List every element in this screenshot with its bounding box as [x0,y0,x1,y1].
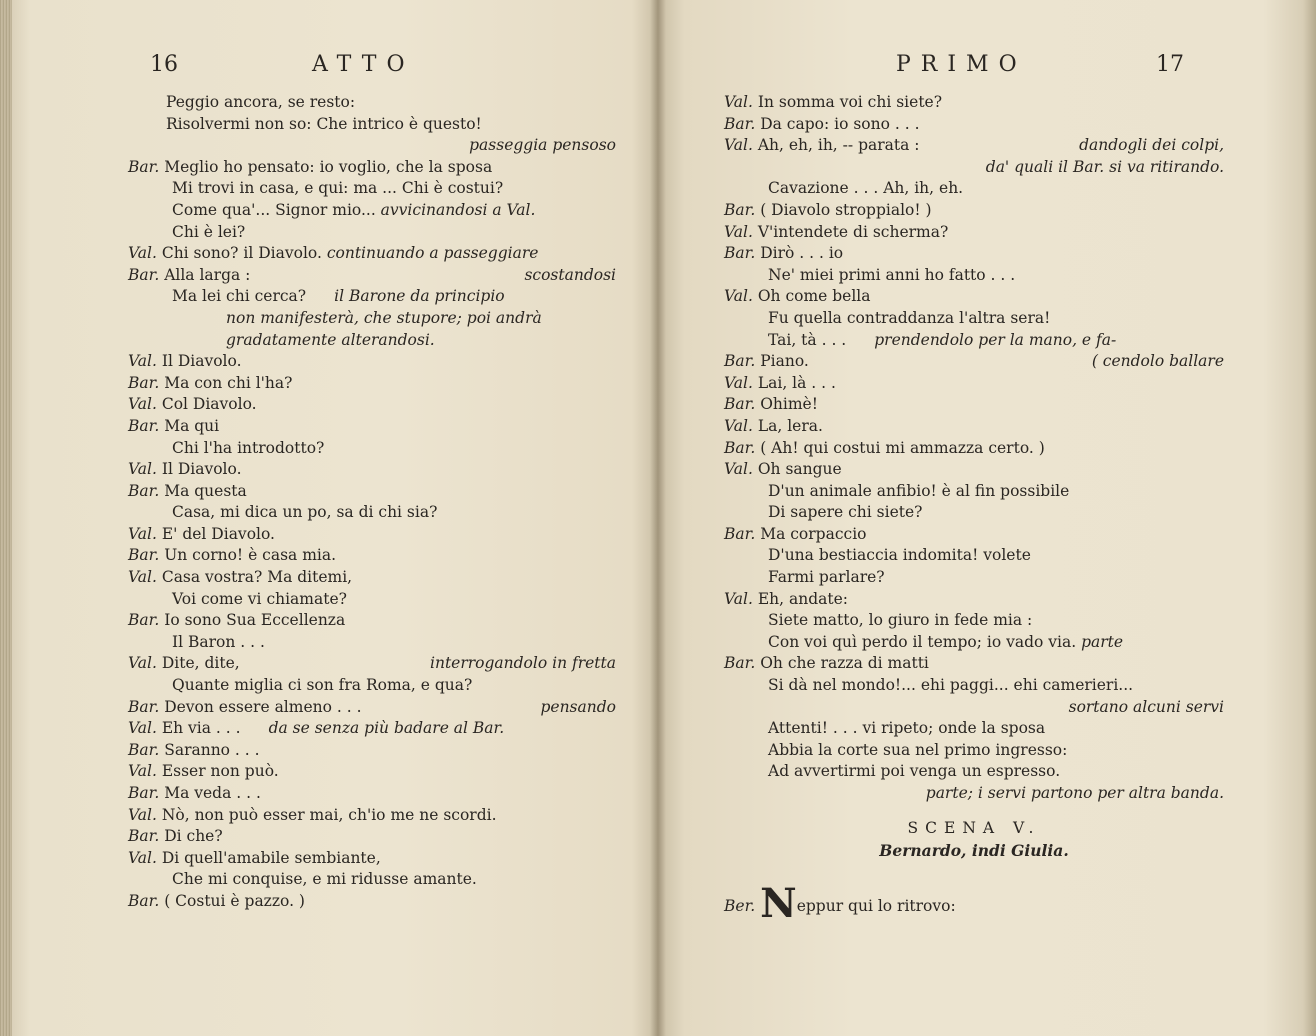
verse-line [128,783,616,805]
verse-line [128,351,616,373]
verse-text: Col Diavolo. [161,395,257,414]
verse-text: Devon essere almeno . . . [164,697,362,716]
verse-text: Oh che razza di matti [760,654,929,673]
speaker-label: Val. [724,287,758,306]
speaker-label: Bar. [128,891,165,910]
verse-text: Ma lei chi cerca? [172,287,307,306]
speaker-label: Val. [128,719,162,738]
verse-text: Chi è lei? [172,222,246,241]
page-edge [0,0,12,1036]
verse-text: La, lera. [757,416,823,435]
verse-line [724,114,1224,136]
verse-line [724,308,1224,330]
stage-direction: da' quali il Bar. si va ritirando. [985,157,1224,176]
verse-line [128,524,616,546]
speaker-label: Bar. [724,395,761,414]
verse-line [724,697,1224,719]
verse-line [724,761,1224,783]
verse-line [128,589,616,611]
verse-line [724,135,1224,157]
verse-text: Ma corpaccio [760,524,867,543]
verse-text: Mi trovi in casa, e qui: ma ... Chi è costui? [172,179,504,198]
verse-line [724,524,1224,546]
verse-text: Abbia la corte sua nel primo ingresso: [768,740,1068,759]
verse-text: V'intendete di scherma? [757,222,949,241]
scene-heading [724,818,1224,928]
stage-direction: passeggia pensoso [469,136,616,155]
verse-text: Di quell'amabile sembiante, [161,848,381,867]
verse-text: D'una bestiaccia indomita! volete [768,546,1031,565]
verse-text: Ma con chi l'ha? [164,373,293,392]
verse-text: Ma questa [164,481,247,500]
verse-line [724,610,1224,632]
verse-text: Chi l'ha introdotto? [172,438,325,457]
verse-line [724,200,1224,222]
verse-text: Ah, eh, ih, -- parata : [757,136,920,155]
verse-line [128,826,616,848]
verse-line [724,243,1224,265]
stage-direction: da se senza più badare al Bar. [268,719,505,738]
verse-line [128,869,616,891]
verse-text: Attenti! . . . vi ripeto; onde la sposa [768,719,1046,738]
speaker-label: Val. [128,524,162,543]
right-page [658,0,1316,1036]
verse-text: Eh via . . . [161,719,241,738]
speaker-label: Bar. [724,114,761,133]
speaker-label: Val. [724,416,758,435]
verse-line [724,653,1224,675]
verse-text: ( Diavolo stroppialo! ) [760,200,932,219]
verse-text: Ma veda . . . [164,784,261,802]
verse-text: Di sapere chi siete? [768,503,923,522]
speaker-label: Bar. [128,740,165,759]
page-number-right: 17 [1156,52,1184,77]
verse-line [128,481,616,503]
verse-text: Siete matto, lo giuro in fede mia : [768,611,1033,630]
verse-line [128,438,616,460]
verse-line [724,783,1224,805]
verse-text: Il Diavolo. [161,460,242,479]
verse-text: Dirò . . . io [760,244,844,263]
verse-line [724,718,1224,740]
book-spine [650,0,666,1036]
stage-direction: pensando [540,697,616,716]
verse-text: Di che? [164,827,223,846]
speaker-label: Bar. [724,654,761,673]
verse-line [128,697,616,719]
verse-text: Voi come vi chiamate? [172,589,347,608]
verse-text: Ad avvertirmi poi venga un espresso. [768,762,1061,781]
verse-line [128,243,616,265]
verse-text: Risolvermi non so: Che intrico è questo! [166,114,482,133]
verse-text: Saranno . . . [164,740,260,759]
verse-text: Il Baron . . . [172,632,265,651]
speaker-label: Bar. [128,481,165,500]
verse-text: Si dà nel mondo!... ehi paggi... ehi camerieri... [768,676,1134,695]
verse-text: Nò, non può esser mai, ch'io me ne scordi. [161,805,497,824]
speaker-label: Val. [724,222,758,241]
verse-line [128,848,616,870]
speaker-label: Bar. [724,244,761,263]
verse-text: Un corno! è casa mia. [164,546,337,565]
verse-line [724,416,1224,438]
speaker-label: Bar. [128,827,165,846]
verse-text: Piano. [760,352,809,371]
verse-line [128,265,616,287]
verse-line [724,394,1224,416]
speaker-label: Val. [128,460,162,479]
speaker-label: Val. [128,244,162,263]
verse-line [724,545,1224,567]
speaker-label: Bar. [128,611,165,630]
speaker-label: Val. [724,589,758,608]
stage-direction: parte; i servi partono per altra banda. [925,784,1224,802]
verse-text: In somma voi chi siete? [757,93,943,111]
verse-line [128,718,616,740]
speaker-label: Bar. [128,265,165,284]
verse-text: Lai, là . . . [757,373,836,392]
speaker-label: Val. [724,136,758,155]
verse-text: Che mi conquise, e mi ridusse amante. [172,870,477,889]
speaker-label: Val. [128,762,162,781]
speaker-label: Bar. [724,200,761,219]
verse-line [724,567,1224,589]
scene-first-line [724,880,1224,928]
verse-line [128,373,616,395]
running-head-right: PRIMO [896,52,1027,77]
verse-line [128,675,616,697]
speaker-label: Bar. [128,697,165,716]
speaker-label: Val. [128,654,162,673]
scene-characters: Bernardo, indi Giulia. [879,840,1069,860]
verse-text: Cavazione . . . Ah, ih, eh. [768,179,964,198]
verse-line [128,178,616,200]
verse-line [128,157,616,179]
stage-direction: il Barone da principio [334,287,505,306]
verse-text: Io sono Sua Eccellenza [164,611,346,630]
verse-text: Eh, andate: [757,589,848,608]
verse-text: Esser non può. [161,762,279,781]
verse-line [128,286,616,308]
verse-text: Casa vostra? Ma ditemi, [161,568,353,587]
verse-line [724,502,1224,524]
speaker-label: Bar. [128,416,165,435]
stage-direction: dandogli dei colpi, [1079,136,1224,155]
verse-line [128,416,616,438]
verse-line [724,459,1224,481]
verse-line [128,891,616,913]
speaker-label: Val. [128,805,162,824]
verse-text: Farmi parlare? [768,568,885,587]
verse-line [724,373,1224,395]
verse-text: Quante miglia ci son fra Roma, e qua? [172,676,473,695]
speaker-label: Bar. [128,157,165,176]
verse-text: Da capo: io sono . . . [760,114,920,133]
speaker-label: Val. [724,373,758,392]
speaker-label: Val. [128,848,162,867]
verse-line [128,394,616,416]
speaker-label: Bar. [724,352,761,371]
verse-line [128,92,616,114]
speaker-label: Bar. [128,373,165,392]
stage-direction: parte [1076,632,1124,651]
verse-line [724,438,1224,460]
verse-line [724,740,1224,762]
verse-line [724,481,1224,503]
verse-text: Ne' miei primi anni ho fatto . . . [768,265,1016,284]
speaker-label: Val. [724,460,758,479]
verse-line [724,351,1224,373]
verse-line [128,545,616,567]
verse-line [128,330,616,352]
verse-line [724,632,1224,654]
verse-text: Con voi quì perdo il tempo; io vado via. [768,632,1077,651]
verse-text: Oh come bella [757,287,871,306]
stage-direction: avvicinandosi a Val. [375,200,536,219]
speaker-label: Bar. [724,438,761,457]
verse-line [724,157,1224,179]
verse-line [128,114,616,136]
verse-text: E' del Diavolo. [161,524,275,543]
verse-line [128,200,616,222]
verse-line [724,330,1224,352]
verse-line [724,92,1224,114]
verse-text: Oh sangue [757,460,842,479]
verse-line [128,567,616,589]
verse-line [128,222,616,244]
speaker-label: Val. [128,568,162,587]
verse-line [128,135,616,157]
stage-direction: gradatamente alterandosi. [226,330,435,349]
verse-text: Fu quella contraddanza l'altra sera! [768,308,1051,327]
drop-cap: N [760,880,797,928]
running-head-left: ATTO [312,52,415,77]
verse-line [128,502,616,524]
speaker-label: Val. [724,93,758,111]
verse-line [128,308,616,330]
verse-text: ( Costui è pazzo. ) [164,891,305,910]
verse-line [128,740,616,762]
verse-text: Meglio ho pensato: io voglio, che la sposa [164,157,493,176]
verse-text: Come qua'... Signor mio... [172,200,376,219]
verse-text: eppur qui lo ritrovo: [796,897,956,916]
verse-text: Il Diavolo. [161,352,242,371]
stage-direction: non manifesterà, che stupore; poi andrà [226,308,542,327]
verse-text: Casa, mi dica un po, sa di chi sia? [172,503,438,522]
verse-line [724,675,1224,697]
verse-line [128,459,616,481]
verse-line [724,589,1224,611]
speaker-label: Bar. [128,784,165,802]
verse-line [724,286,1224,308]
verse-text: Ma qui [164,416,220,435]
page-number-left: 16 [150,52,178,77]
right-page-text [724,92,1224,805]
verse-text: Dite, dite, [161,654,240,673]
verse-line [724,265,1224,287]
stage-direction: sortano alcuni servi [1068,697,1224,716]
scene-title: SCENA V. [907,819,1041,837]
speaker-label: Bar. [724,524,761,543]
verse-line [128,610,616,632]
stage-direction: scostandosi [524,265,616,284]
verse-line [128,632,616,654]
stage-direction: interrogandolo in fretta [430,654,616,673]
stage-direction: ( cendolo ballare [1091,352,1224,371]
verse-line [724,222,1224,244]
verse-text: ( Ah! qui costui mi ammazza certo. ) [760,438,1045,457]
stage-direction: continuando a passeggiare [321,244,539,263]
verse-line [724,178,1224,200]
left-page-text [128,92,616,913]
verse-text: Tai, tà . . . [768,330,847,349]
speaker-label: Bar. [128,546,165,565]
verse-text: Alla larga : [164,265,251,284]
stage-direction: prendendolo per la mano, e fa- [874,330,1117,349]
verse-line [128,761,616,783]
verse-line [128,805,616,827]
speaker-label: Ber. [724,897,756,916]
verse-text: Chi sono? il Diavolo. [161,244,322,263]
speaker-label: Val. [128,352,162,371]
verse-text: D'un animale anfibio! è al fin possibile [768,481,1070,500]
speaker-label: Val. [128,395,162,414]
verse-line [128,653,616,675]
verse-text: Ohimè! [760,395,818,414]
verse-text: Peggio ancora, se resto: [166,93,356,111]
